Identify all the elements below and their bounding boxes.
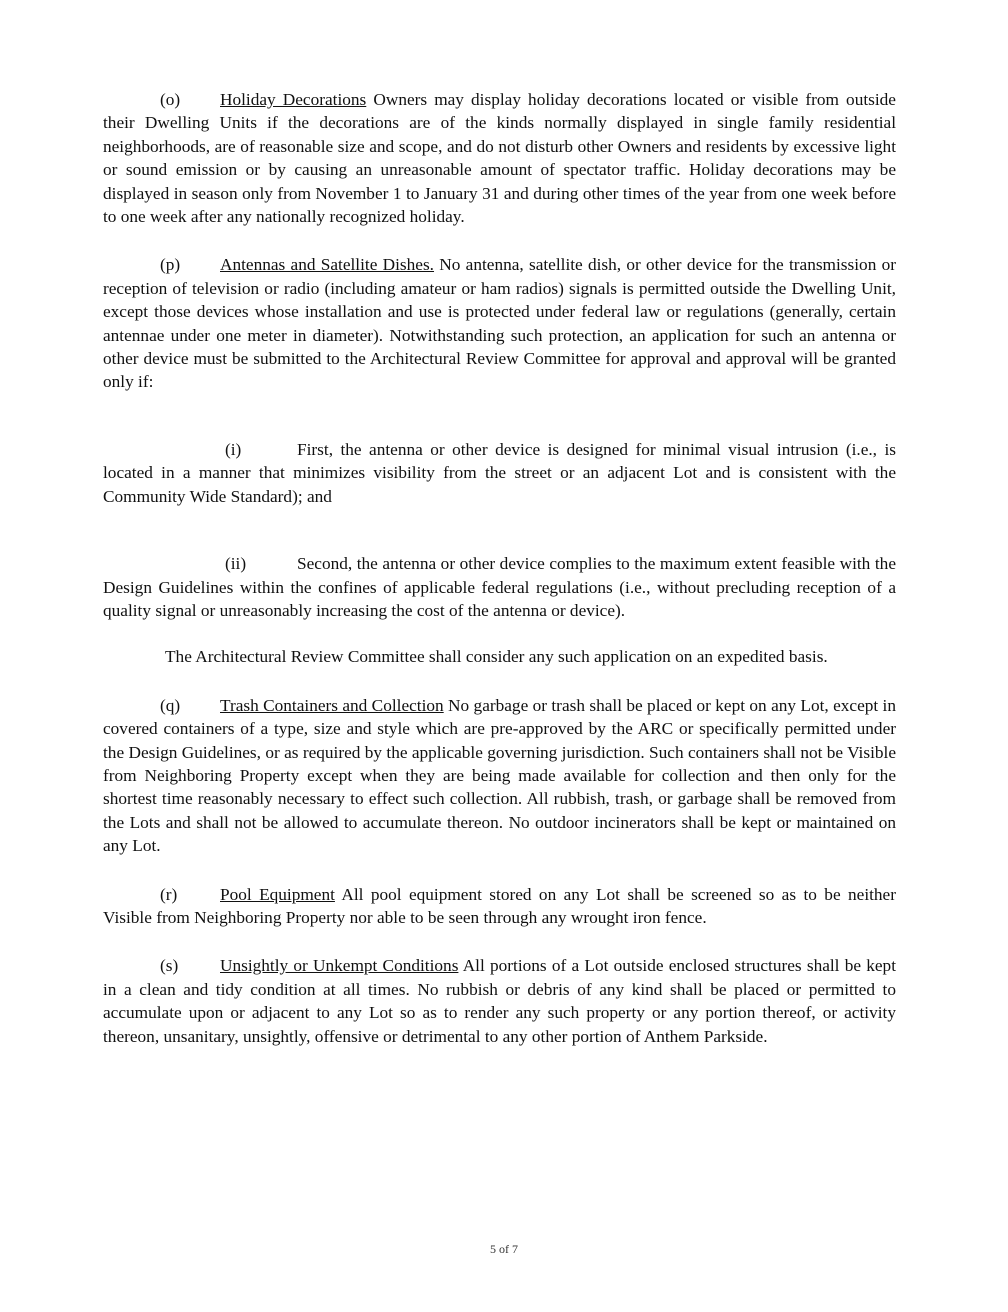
section-s-unsightly xyxy=(103,954,896,1048)
section-title: Trash Containers and Collection xyxy=(220,695,444,715)
section-label: (s) xyxy=(160,956,179,976)
subsection-text: Second, the antenna or other device complies to the maximum extent feasible with the Design Guidelines within the confines of applicable federal regulations (i.e., without precluding reception of a quality signal or unreasonably increasing the cost of the antenna or device). xyxy=(103,554,896,620)
section-p-note: The Architectural Review Committee shall consider any such application on an expedited basis. xyxy=(165,647,828,667)
section-label: (q) xyxy=(160,695,181,715)
section-body: No antenna, satellite dish, or other device for the transmission or reception of television or radio (including amateur or ham radios) signals is permitted outside the Dwelling Unit, except those devices whose installation and use is protected under federal law or regulations (generally, certain antennae under one meter in diameter). Notwithstanding such protection, an application for such an antenna or other device must be submitted to the Architectural Review Committee for approval and approval will be granted only if: xyxy=(103,255,896,392)
subsection-text: First, the antenna or other device is designed for minimal visual intrusion (i.e., is located in a manner that minimizes visibility from the street or an adjacent Lot and is consistent with the Community Wide Standard); and xyxy=(103,439,896,506)
section-body: No garbage or trash shall be placed or kept on any Lot, except in covered containers of a type, size and style which are pre-approved by the ARC or specifically permitted under the Design Guidelines, or as required by the applicable governing jurisdiction. Such containers shall not be Visible from Neighboring Property except when they are being made available for collection and then only for the shortest time reasonably necessary to effect such collection. All rubbish, trash, or garbage shall be removed from the Lots and shall not be allowed to accumulate thereon. No outdoor incinerators shall be kept or maintained on any Lot. xyxy=(103,695,896,856)
section-p-antennas xyxy=(103,253,896,393)
section-title: Pool Equipment xyxy=(220,884,335,904)
subsection-ii xyxy=(103,552,896,622)
section-body: All portions of a Lot outside enclosed structures shall be kept in a clean and tidy condition at all times. No rubbish or debris of any kind shall be placed or permitted to accumulate upon or adjacent to any Lot so as to render any such property or any portion thereof, or activity thereon, unsanitary, unsightly, offensive or detrimental to any other portion of Anthem Parkside. xyxy=(103,956,896,1046)
page-number: 5 of 7 xyxy=(490,1242,518,1256)
section-title: Holiday Decorations xyxy=(220,90,367,109)
section-title: Unsightly or Unkempt Conditions xyxy=(220,956,459,976)
section-body: Owners may display holiday decorations located or visible from outside their Dwelling Units if the decorations are of the kinds normally displayed in single family residential neighborhoods, are of reasonable size and scope, and do not disturb other Owners and residents by excessive light or sound emission or by causing an unreasonable amount of spectator traffic. Holiday decorations may be displayed in season only from November 1 to January 31 and during other times of the year from one week before to one week after any nationally recognized holiday. xyxy=(103,90,896,227)
section-label: (r) xyxy=(160,884,178,904)
section-label: (o) xyxy=(160,90,181,109)
section-r-pool xyxy=(103,883,896,930)
section-q-trash xyxy=(103,694,896,858)
section-label: (p) xyxy=(160,255,181,275)
subsection-label: (i) xyxy=(225,439,242,459)
subsection-i xyxy=(103,438,896,508)
subsection-label: (ii) xyxy=(225,554,247,574)
section-o-holiday-decorations xyxy=(103,88,896,228)
section-body: All pool equipment stored on any Lot shall be screened so as to be neither Visible from Neighboring Property nor able to be seen through any wrought iron fence. xyxy=(103,884,896,927)
section-title: Antennas and Satellite Dishes. xyxy=(220,255,435,275)
